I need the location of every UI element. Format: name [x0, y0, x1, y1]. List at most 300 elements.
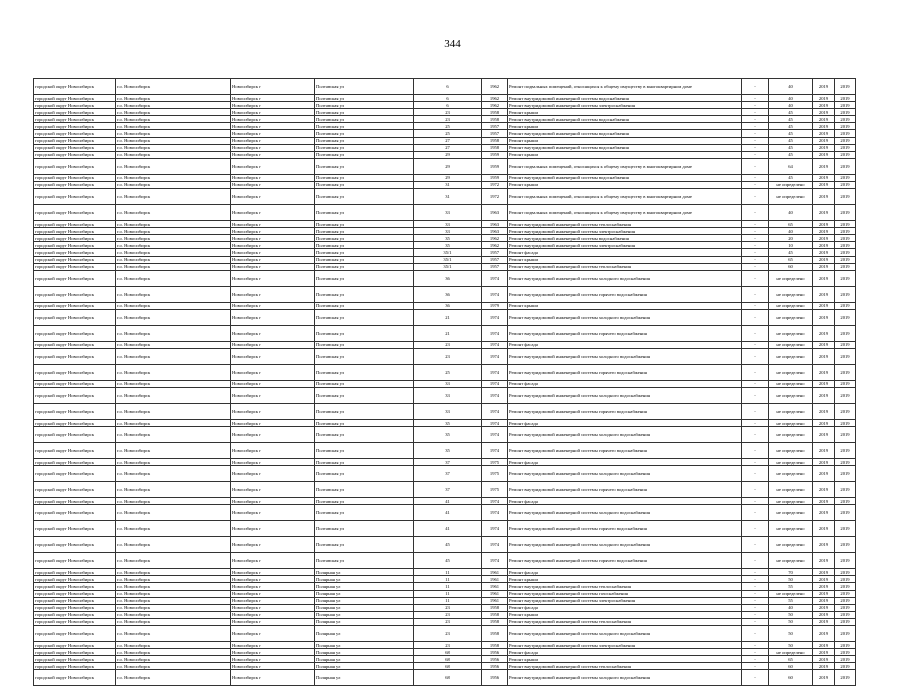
year-built-cell: 1958 — [482, 626, 508, 642]
house-number-cell: 21 — [414, 309, 482, 325]
year-built-cell: 1962 — [482, 235, 508, 242]
house-number-cell: 33 — [414, 228, 482, 235]
dash-cell: - — [742, 302, 769, 309]
plan-year-cell: 2019 — [813, 181, 835, 188]
dash-cell: - — [742, 403, 769, 419]
table-row — [34, 286, 856, 302]
plan-year-cell: 2019 — [813, 286, 835, 302]
street-cell: Полярная ул — [315, 597, 414, 604]
city-cell: Новосибирск г — [231, 174, 315, 181]
plan-year-cell: 2019 — [813, 482, 835, 498]
house-number-cell: 11 — [414, 597, 482, 604]
house-number-cell: 35 — [414, 419, 482, 426]
work-type-cell: Ремонт внутридомовой инженерной системы электроснабжения — [508, 102, 742, 109]
dash-cell: - — [742, 611, 769, 618]
street-cell: Полярная ул — [315, 569, 414, 576]
plan-year-cell: 2019 — [813, 95, 835, 102]
street-cell: Полтавская ул — [315, 116, 414, 123]
deadline-year-cell: 2019 — [835, 309, 856, 325]
work-type-cell: Ремонт внутридомовой инженерной системы теплоснабжения — [508, 583, 742, 590]
table-row — [34, 263, 856, 270]
city-cell: Новосибирск г — [231, 656, 315, 663]
deadline-year-cell: 2019 — [835, 95, 856, 102]
deadline-year-cell: 2019 — [835, 341, 856, 348]
work-type-cell: Ремонт фасада — [508, 380, 742, 387]
work-type-cell: Ремонт внутридомовой инженерной системы водоснабжения — [508, 174, 742, 181]
settlement-cell: г.о. Новосибирск — [116, 611, 231, 618]
deadline-year-cell: 2019 — [835, 270, 856, 286]
municipality-cell: городской округ Новосибирск — [34, 249, 116, 256]
dash-cell: - — [742, 482, 769, 498]
dash-cell: - — [742, 419, 769, 426]
table-row — [34, 242, 856, 249]
house-number-cell: 35 — [414, 443, 482, 459]
year-built-cell: 1974 — [482, 364, 508, 380]
settlement-cell: г.о. Новосибирск — [116, 235, 231, 242]
dash-cell: - — [742, 123, 769, 130]
city-cell: Новосибирск г — [231, 123, 315, 130]
deadline-year-cell: 2019 — [835, 611, 856, 618]
year-built-cell: 1974 — [482, 505, 508, 521]
street-cell: Полтавская ул — [315, 505, 414, 521]
wear-percent-cell: 45 — [769, 123, 813, 130]
work-type-cell: Ремонт фасада — [508, 459, 742, 466]
settlement-cell: г.о. Новосибирск — [116, 649, 231, 656]
street-cell: Полтавская ул — [315, 228, 414, 235]
plan-year-cell: 2019 — [813, 116, 835, 123]
work-type-cell: Ремонт внутридомовой инженерной системы холодного водоснабжения — [508, 270, 742, 286]
work-type-cell: Ремонт внутридомовой инженерной системы холодного водоснабжения — [508, 466, 742, 482]
house-number-cell: 21 — [414, 325, 482, 341]
house-number-cell: 6 — [414, 95, 482, 102]
wear-percent-cell: 40 — [769, 95, 813, 102]
settlement-cell: г.о. Новосибирск — [116, 102, 231, 109]
wear-percent-cell: 45 — [769, 130, 813, 137]
plan-year-cell: 2019 — [813, 459, 835, 466]
page-number: 344 — [444, 38, 461, 50]
work-type-cell: Ремонт внутридомовой инженерной системы холодного водоснабжения — [508, 670, 742, 686]
street-cell: Полярная ул — [315, 576, 414, 583]
dash-cell: - — [742, 387, 769, 403]
deadline-year-cell: 2019 — [835, 102, 856, 109]
deadline-year-cell: 2019 — [835, 151, 856, 158]
wear-percent-cell: не определено — [769, 590, 813, 597]
house-number-cell: 29 — [414, 174, 482, 181]
house-number-cell: 36 — [414, 286, 482, 302]
city-cell: Новосибирск г — [231, 79, 315, 95]
settlement-cell: г.о. Новосибирск — [116, 505, 231, 521]
year-built-cell: 1974 — [482, 325, 508, 341]
wear-percent-cell: не определено — [769, 189, 813, 205]
house-number-cell: 27 — [414, 144, 482, 151]
house-number-cell: 33 — [414, 387, 482, 403]
street-cell: Полтавская ул — [315, 189, 414, 205]
settlement-cell: г.о. Новосибирск — [116, 380, 231, 387]
work-type-cell: Ремонт внутридомовой инженерной системы горячего водоснабжения — [508, 482, 742, 498]
work-type-cell: Ремонт подвальных помещений, относящихся к общему имуществу в многоквартирном доме — [508, 205, 742, 221]
dash-cell: - — [742, 221, 769, 228]
table-row — [34, 102, 856, 109]
dash-cell: - — [742, 270, 769, 286]
deadline-year-cell: 2019 — [835, 521, 856, 537]
city-cell: Новосибирск г — [231, 387, 315, 403]
table-row — [34, 123, 856, 130]
deadline-year-cell: 2019 — [835, 642, 856, 649]
city-cell: Новосибирск г — [231, 270, 315, 286]
wear-percent-cell: 45 — [769, 249, 813, 256]
table-row — [34, 270, 856, 286]
work-type-cell: Ремонт крыши — [508, 181, 742, 188]
table-row — [34, 137, 856, 144]
municipality-cell: городской округ Новосибирск — [34, 656, 116, 663]
plan-year-cell: 2019 — [813, 130, 835, 137]
settlement-cell: г.о. Новосибирск — [116, 618, 231, 625]
dash-cell: - — [742, 174, 769, 181]
house-number-cell: 6 — [414, 79, 482, 95]
dash-cell: - — [742, 242, 769, 249]
deadline-year-cell: 2019 — [835, 403, 856, 419]
city-cell: Новосибирск г — [231, 95, 315, 102]
settlement-cell: г.о. Новосибирск — [116, 286, 231, 302]
settlement-cell: г.о. Новосибирск — [116, 482, 231, 498]
municipality-cell: городской округ Новосибирск — [34, 102, 116, 109]
plan-year-cell: 2019 — [813, 302, 835, 309]
dash-cell: - — [742, 309, 769, 325]
settlement-cell: г.о. Новосибирск — [116, 205, 231, 221]
wear-percent-cell: 45 — [769, 174, 813, 181]
house-number-cell: 23 — [414, 348, 482, 364]
city-cell: Новосибирск г — [231, 249, 315, 256]
house-number-cell: 33 — [414, 380, 482, 387]
house-number-cell: 31 — [414, 181, 482, 188]
municipality-cell: городской округ Новосибирск — [34, 109, 116, 116]
deadline-year-cell: 2019 — [835, 482, 856, 498]
municipality-cell: городской округ Новосибирск — [34, 174, 116, 181]
year-built-cell: 1961 — [482, 590, 508, 597]
settlement-cell: г.о. Новосибирск — [116, 116, 231, 123]
year-built-cell: 1959 — [482, 151, 508, 158]
year-built-cell: 1974 — [482, 443, 508, 459]
wear-percent-cell: 60 — [769, 663, 813, 670]
wear-percent-cell: 45 — [769, 151, 813, 158]
street-cell: Полярная ул — [315, 611, 414, 618]
year-built-cell: 1961 — [482, 576, 508, 583]
settlement-cell: г.о. Новосибирск — [116, 341, 231, 348]
work-type-cell: Ремонт внутридомовой инженерной системы водоснабжения — [508, 130, 742, 137]
deadline-year-cell: 2019 — [835, 387, 856, 403]
city-cell: Новосибирск г — [231, 466, 315, 482]
street-cell: Полтавская ул — [315, 158, 414, 174]
table-row — [34, 656, 856, 663]
table-row — [34, 403, 856, 419]
plan-year-cell: 2019 — [813, 553, 835, 569]
year-built-cell: 1961 — [482, 597, 508, 604]
city-cell: Новосибирск г — [231, 537, 315, 553]
city-cell: Новосибирск г — [231, 189, 315, 205]
settlement-cell: г.о. Новосибирск — [116, 137, 231, 144]
table-row — [34, 521, 856, 537]
dash-cell: - — [742, 656, 769, 663]
year-built-cell: 1962 — [482, 242, 508, 249]
wear-percent-cell: 40 — [769, 205, 813, 221]
dash-cell: - — [742, 158, 769, 174]
deadline-year-cell: 2019 — [835, 256, 856, 263]
year-built-cell: 1974 — [482, 270, 508, 286]
wear-percent-cell: не определено — [769, 403, 813, 419]
city-cell: Новосибирск г — [231, 583, 315, 590]
plan-year-cell: 2019 — [813, 235, 835, 242]
street-cell: Полтавская ул — [315, 181, 414, 188]
table-row — [34, 611, 856, 618]
table-row — [34, 590, 856, 597]
dash-cell: - — [742, 341, 769, 348]
deadline-year-cell: 2019 — [835, 235, 856, 242]
plan-year-cell: 2019 — [813, 443, 835, 459]
street-cell: Полтавская ул — [315, 123, 414, 130]
table-row — [34, 79, 856, 95]
wear-percent-cell: не определено — [769, 498, 813, 505]
city-cell: Новосибирск г — [231, 649, 315, 656]
wear-percent-cell: 70 — [769, 569, 813, 576]
plan-year-cell: 2019 — [813, 249, 835, 256]
street-cell: Полярная ул — [315, 626, 414, 642]
dash-cell: - — [742, 583, 769, 590]
house-number-cell: 41 — [414, 521, 482, 537]
wear-percent-cell: не определено — [769, 302, 813, 309]
municipality-cell: городской округ Новосибирск — [34, 380, 116, 387]
street-cell: Полтавская ул — [315, 249, 414, 256]
dash-cell: - — [742, 649, 769, 656]
house-number-cell: 23 — [414, 116, 482, 123]
dash-cell: - — [742, 235, 769, 242]
municipality-cell: городской округ Новосибирск — [34, 466, 116, 482]
table-row — [34, 181, 856, 188]
table-row — [34, 663, 856, 670]
dash-cell: - — [742, 505, 769, 521]
table-row — [34, 597, 856, 604]
wear-percent-cell: 40 — [769, 102, 813, 109]
street-cell: Полтавская ул — [315, 95, 414, 102]
dash-cell: - — [742, 427, 769, 443]
street-cell: Полтавская ул — [315, 387, 414, 403]
settlement-cell: г.о. Новосибирск — [116, 537, 231, 553]
work-type-cell: Ремонт внутридомовой инженерной системы водоснабжения — [508, 95, 742, 102]
municipality-cell: городской округ Новосибирск — [34, 263, 116, 270]
year-built-cell: 1958 — [482, 618, 508, 625]
table-row — [34, 380, 856, 387]
municipality-cell: городской округ Новосибирск — [34, 553, 116, 569]
year-built-cell: 1957 — [482, 249, 508, 256]
city-cell: Новосибирск г — [231, 663, 315, 670]
city-cell: Новосибирск г — [231, 597, 315, 604]
deadline-year-cell: 2019 — [835, 443, 856, 459]
table-row — [34, 466, 856, 482]
street-cell: Полтавская ул — [315, 144, 414, 151]
plan-year-cell: 2019 — [813, 590, 835, 597]
wear-percent-cell: не определено — [769, 521, 813, 537]
city-cell: Новосибирск г — [231, 498, 315, 505]
house-number-cell: 11 — [414, 569, 482, 576]
table-row — [34, 583, 856, 590]
municipality-cell: городской округ Новосибирск — [34, 116, 116, 123]
work-type-cell: Ремонт внутридомовой инженерной системы холодного водоснабжения — [508, 427, 742, 443]
wear-percent-cell: не определено — [769, 309, 813, 325]
dash-cell: - — [742, 604, 769, 611]
street-cell: Полтавская ул — [315, 256, 414, 263]
wear-percent-cell: не определено — [769, 466, 813, 482]
municipality-cell: городской округ Новосибирск — [34, 144, 116, 151]
house-number-cell: 35/1 — [414, 263, 482, 270]
city-cell: Новосибирск г — [231, 144, 315, 151]
year-built-cell: 1979 — [482, 302, 508, 309]
settlement-cell: г.о. Новосибирск — [116, 256, 231, 263]
street-cell: Полтавская ул — [315, 235, 414, 242]
year-built-cell: 1958 — [482, 109, 508, 116]
street-cell: Полтавская ул — [315, 364, 414, 380]
year-built-cell: 1962 — [482, 95, 508, 102]
plan-year-cell: 2019 — [813, 270, 835, 286]
municipality-cell: городской округ Новосибирск — [34, 403, 116, 419]
plan-year-cell: 2019 — [813, 341, 835, 348]
dash-cell: - — [742, 670, 769, 686]
settlement-cell: г.о. Новосибирск — [116, 123, 231, 130]
settlement-cell: г.о. Новосибирск — [116, 443, 231, 459]
year-built-cell: 1974 — [482, 387, 508, 403]
plan-year-cell: 2019 — [813, 189, 835, 205]
municipality-cell: городской округ Новосибирск — [34, 569, 116, 576]
year-built-cell: 1961 — [482, 569, 508, 576]
house-number-cell: 37 — [414, 482, 482, 498]
dash-cell: - — [742, 348, 769, 364]
street-cell: Полярная ул — [315, 656, 414, 663]
dash-cell: - — [742, 618, 769, 625]
settlement-cell: г.о. Новосибирск — [116, 189, 231, 205]
dash-cell: - — [742, 569, 769, 576]
year-built-cell: 1975 — [482, 482, 508, 498]
plan-year-cell: 2019 — [813, 642, 835, 649]
work-type-cell: Ремонт фасада — [508, 649, 742, 656]
dash-cell: - — [742, 325, 769, 341]
wear-percent-cell: не определено — [769, 649, 813, 656]
wear-percent-cell: 60 — [769, 670, 813, 686]
wear-percent-cell: 65 — [769, 656, 813, 663]
municipality-cell: городской округ Новосибирск — [34, 498, 116, 505]
plan-year-cell: 2019 — [813, 626, 835, 642]
house-number-cell: 33 — [414, 403, 482, 419]
wear-percent-cell: не определено — [769, 537, 813, 553]
work-type-cell: Ремонт фасада — [508, 604, 742, 611]
house-number-cell: 35/1 — [414, 249, 482, 256]
city-cell: Новосибирск г — [231, 102, 315, 109]
dash-cell: - — [742, 109, 769, 116]
city-cell: Новосибирск г — [231, 242, 315, 249]
deadline-year-cell: 2019 — [835, 583, 856, 590]
municipality-cell: городской округ Новосибирск — [34, 576, 116, 583]
plan-year-cell: 2019 — [813, 242, 835, 249]
wear-percent-cell: не определено — [769, 419, 813, 426]
deadline-year-cell: 2019 — [835, 263, 856, 270]
plan-year-cell: 2019 — [813, 263, 835, 270]
table-row — [34, 309, 856, 325]
dash-cell: - — [742, 626, 769, 642]
house-number-cell: 37 — [414, 466, 482, 482]
settlement-cell: г.о. Новосибирск — [116, 221, 231, 228]
table-body — [34, 79, 856, 686]
work-type-cell: Ремонт внутридомовой инженерной системы горячего водоснабжения — [508, 286, 742, 302]
wear-percent-cell: 40 — [769, 79, 813, 95]
table-row — [34, 95, 856, 102]
work-type-cell: Ремонт внутридомовой инженерной системы теплоснабжения — [508, 221, 742, 228]
city-cell: Новосибирск г — [231, 130, 315, 137]
house-number-cell: 23 — [414, 604, 482, 611]
deadline-year-cell: 2019 — [835, 286, 856, 302]
deadline-year-cell: 2019 — [835, 144, 856, 151]
deadline-year-cell: 2019 — [835, 228, 856, 235]
work-type-cell: Ремонт внутридомовой инженерной системы электроснабжения — [508, 242, 742, 249]
house-number-cell: 33 — [414, 205, 482, 221]
house-number-cell: 36 — [414, 302, 482, 309]
work-type-cell: Ремонт внутридомовой инженерной системы водоснабжения — [508, 144, 742, 151]
city-cell: Новосибирск г — [231, 116, 315, 123]
work-type-cell: Ремонт фасада — [508, 498, 742, 505]
settlement-cell: г.о. Новосибирск — [116, 151, 231, 158]
table-row — [34, 443, 856, 459]
house-number-cell: 6 — [414, 102, 482, 109]
city-cell: Новосибирск г — [231, 427, 315, 443]
street-cell: Полярная ул — [315, 590, 414, 597]
wear-percent-cell: не определено — [769, 387, 813, 403]
table-row — [34, 618, 856, 625]
deadline-year-cell: 2019 — [835, 553, 856, 569]
house-number-cell: 11 — [414, 590, 482, 597]
street-cell: Полтавская ул — [315, 348, 414, 364]
wear-percent-cell: 50 — [769, 626, 813, 642]
wear-percent-cell: 60 — [769, 263, 813, 270]
street-cell: Полтавская ул — [315, 419, 414, 426]
house-number-cell: 36 — [414, 270, 482, 286]
dash-cell: - — [742, 286, 769, 302]
city-cell: Новосибирск г — [231, 325, 315, 341]
settlement-cell: г.о. Новосибирск — [116, 459, 231, 466]
house-number-cell: 23 — [414, 109, 482, 116]
wear-percent-cell: не определено — [769, 325, 813, 341]
wear-percent-cell: не определено — [769, 181, 813, 188]
work-type-cell: Ремонт внутридомовой инженерной системы горячего водоснабжения — [508, 403, 742, 419]
wear-percent-cell: 10 — [769, 242, 813, 249]
table-row — [34, 189, 856, 205]
plan-year-cell: 2019 — [813, 427, 835, 443]
house-number-cell: 41 — [414, 505, 482, 521]
street-cell: Полярная ул — [315, 604, 414, 611]
street-cell: Полтавская ул — [315, 242, 414, 249]
dash-cell: - — [742, 249, 769, 256]
table-row — [34, 205, 856, 221]
year-built-cell: 1956 — [482, 663, 508, 670]
year-built-cell: 1974 — [482, 521, 508, 537]
municipality-cell: городской округ Новосибирск — [34, 611, 116, 618]
work-type-cell: Ремонт внутридомовой инженерной системы горячего водоснабжения — [508, 364, 742, 380]
municipality-cell: городской округ Новосибирск — [34, 482, 116, 498]
municipality-cell: городской округ Новосибирск — [34, 663, 116, 670]
settlement-cell: г.о. Новосибирск — [116, 79, 231, 95]
plan-year-cell: 2019 — [813, 151, 835, 158]
plan-year-cell: 2019 — [813, 221, 835, 228]
year-built-cell: 1956 — [482, 656, 508, 663]
settlement-cell: г.о. Новосибирск — [116, 553, 231, 569]
year-built-cell: 1974 — [482, 403, 508, 419]
dash-cell: - — [742, 130, 769, 137]
plan-year-cell: 2019 — [813, 325, 835, 341]
